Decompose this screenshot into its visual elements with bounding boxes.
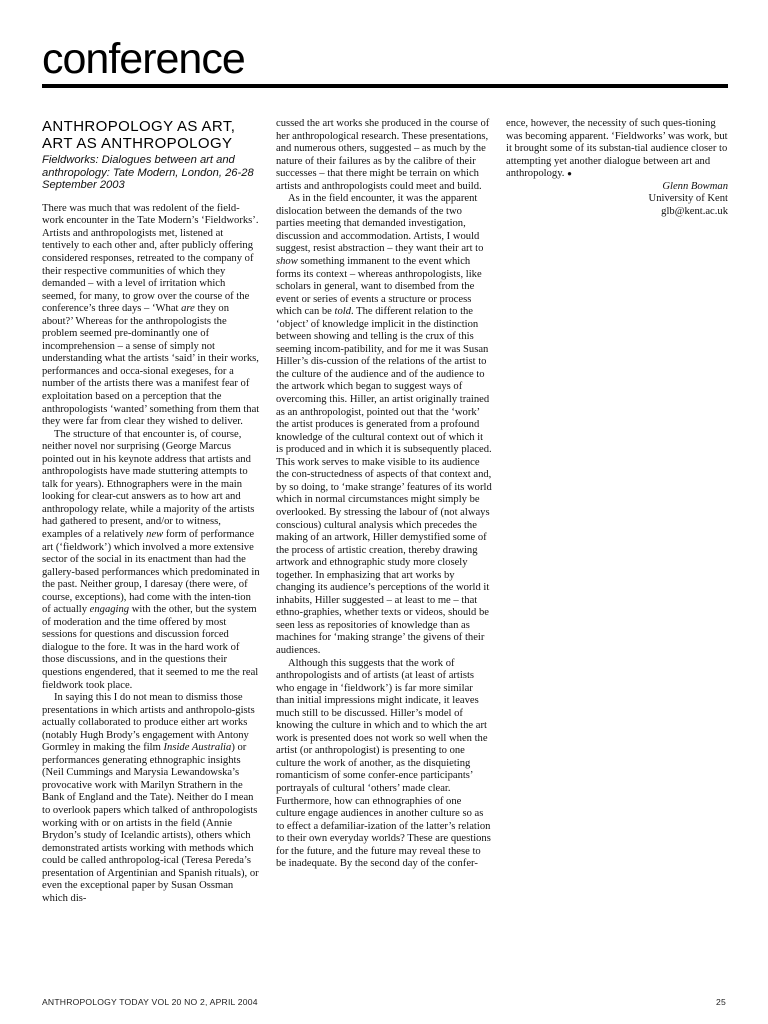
author-signature bbox=[506, 181, 728, 219]
text-column-2 bbox=[276, 118, 492, 871]
journal-name: ANTHROPOLOGY TODAY bbox=[42, 997, 149, 1007]
text-column-3 bbox=[506, 118, 728, 218]
paragraph: The structure of that encounter is, of course, neither novel nor surprising (George Marcus pointed out in his keynote address that artists and anthropologists have made stuttering attempts to talk for years). Ethnographers were in the main looking for clear-cut answers as to how art and anthropology relate, while a majority of the artists had gathered to present, and/or to witness, examples of a relatively new form of performance art (‘fieldwork’) which involved a more extensive sector of the social in its enactment than had the gallery-based performances which predominated in the past. Neither group, I daresay (there were, of course, exceptions), had come with the inten-tion of actually engaging with the other, but the system of moderation and the time offered by most sessions for questions and discussion forced dialogue to the fore. It was in the hard work of those discussions, and in the questions their questions engendered, that it seemed to me the real fieldwork took place. bbox=[42, 428, 260, 691]
issue-info: VOL 20 NO 2, APRIL 2004 bbox=[148, 997, 258, 1007]
footer-citation bbox=[42, 997, 258, 1007]
header-rule bbox=[42, 84, 728, 88]
article-title-line-1: ANTHROPOLOGY AS ART, bbox=[42, 118, 236, 135]
page-number: 25 bbox=[716, 997, 726, 1007]
text-column-1 bbox=[42, 118, 260, 905]
article-title bbox=[42, 118, 260, 152]
paragraph: In saying this I do not mean to dismiss those presentations in which artists and anthropolo-gists actually collaborated to produce either art works (notably Hugh Brody’s engagement with Antony Gormley in making the film Inside Australia) or performances generating ethnographic insights (Neil Cummings and Marysia Lewandowska’s provocative work with Marilyn Strathern in the Bank of England and the Tate). Neither do I mean to overlook papers which talked of anthropologists working with or on artists in the field (Annie Brydon’s study of Icelandic artists), others which demonstrated artists working with methods which could be called anthropolog-ical (Teresa Pereda’s presentation of Argentinian and Spanish rituals), or even the exceptional paper by Susan Ossman which dis- bbox=[42, 692, 259, 904]
author-email: glb@kent.ac.uk bbox=[661, 205, 728, 217]
paragraph: As in the field encounter, it was the apparent dislocation between the demands of the two parties meeting that demanded investigation, discussion and accommodation. Artists, I would suggest, resist abstraction – they want their art to show something immanent to the event which forms its context – whereas anthropologists, like scholars in general, want to disembed from the event or series of events a structure or process which can be told. The different relation to the ‘object’ of knowledge implicit in the distinction between showing and telling is the crux of this seeming incom-patibility, and for me it was Susan Hiller’s dis-cussion of the relations of the artist to the culture of the audience and of the audience to the artwork which began to suggest ways of overcoming this. Hiller, an artist originally trained as an anthropologist, pointed out that the ‘work’ the artist produces is generated from a profound knowledge of the cultural context out of which it is produced and in which it is subsequently placed. This work serves to make visible to its audience the con-structedness of aspects of that context and, by so doing, to ‘make strange’ features of its world which in normal circumstances might simply be overlooked. By stressing the labour of (not always conscious) cultural analysis which precedes the making of an artwork, Hiller demystified some of the process of artistic creation, thereby drawing artwork and ethnographic study more closely together. In emphasizing that art works by changing its audience’s perceptions of the world it inhabits, Hiller suggested – at least to me – that ethno-graphies, whether texts or videos, should be seen less as repositories of knowledge than as machines for ‘making strange’ the givens of their audiences. bbox=[276, 193, 492, 656]
article-subtitle: Fieldworks: Dialogues between art and anthropology: Tate Modern, London, 26-28 September 2003 bbox=[42, 154, 254, 192]
paragraph: There was much that was redolent of the field-work encounter in the Tate Modern’s ‘Fieldworks’. Artists and anthropologists met, listened at tentively to each other and, after publicly offering considered responses, retreated to the company of their respective communities of which they demanded – with a level of irritation which seemed, for many, to grow over the course of the conference’s three days – ‘What are they on about?’ Whereas for the anthropologists the problem seemed pre-dominantly one of incomprehension – a sense of simply not understanding what the artists ‘said’ in their works, performances and occa-sional exegeses, for a number of the artists there was a manifest fear of exploitation based on a perception that the anthropologists ‘wanted’ something from them that they were far from clear they wished to deliver. bbox=[42, 202, 260, 428]
paragraph: Although this suggests that the work of anthropologists and of artists (at least of artists who engage in ‘fieldwork’) is far more similar than initial impressions might indicate, it leaves much still to be discussed. Hiller’s model of knowing the culture in which and to which the art work is presented does not work so well when the artist (or anthropologist) is presenting to one culture the work of another, as the disquieting romanticism of some confer-ence participants’ portrayals of cultural ‘others’ made clear. Furthermore, how can ethnographies of one culture engage audiences in another culture so as to effect a defamiliar-ization of the latter’s relation to their own everyday worlds? These are questions for the future, and the future may reveal these to be inadequate. By the second day of the confer- bbox=[276, 657, 491, 870]
paragraph: ence, however, the necessity of such ques-tioning was becoming apparent. ‘Fieldworks’ was work, but it brought some of its substan-tial audience closer to attempting yet another dialogue between art and anthropology. ● bbox=[506, 118, 728, 180]
section-title: conference bbox=[42, 35, 245, 83]
article-title-line-2: ART AS ANTHROPOLOGY bbox=[42, 135, 233, 152]
author-name: Glenn Bowman bbox=[662, 180, 728, 192]
paragraph: cussed the art works she produced in the course of her anthropological research. These presentations, and numerous others, suggested – as much by the nature of their failures as by the calibre of their successes – that there might be terrain on which artists and anthropologists could meet and build. bbox=[276, 118, 490, 192]
end-mark-icon: ● bbox=[567, 169, 572, 179]
author-affiliation: University of Kent bbox=[648, 193, 728, 205]
